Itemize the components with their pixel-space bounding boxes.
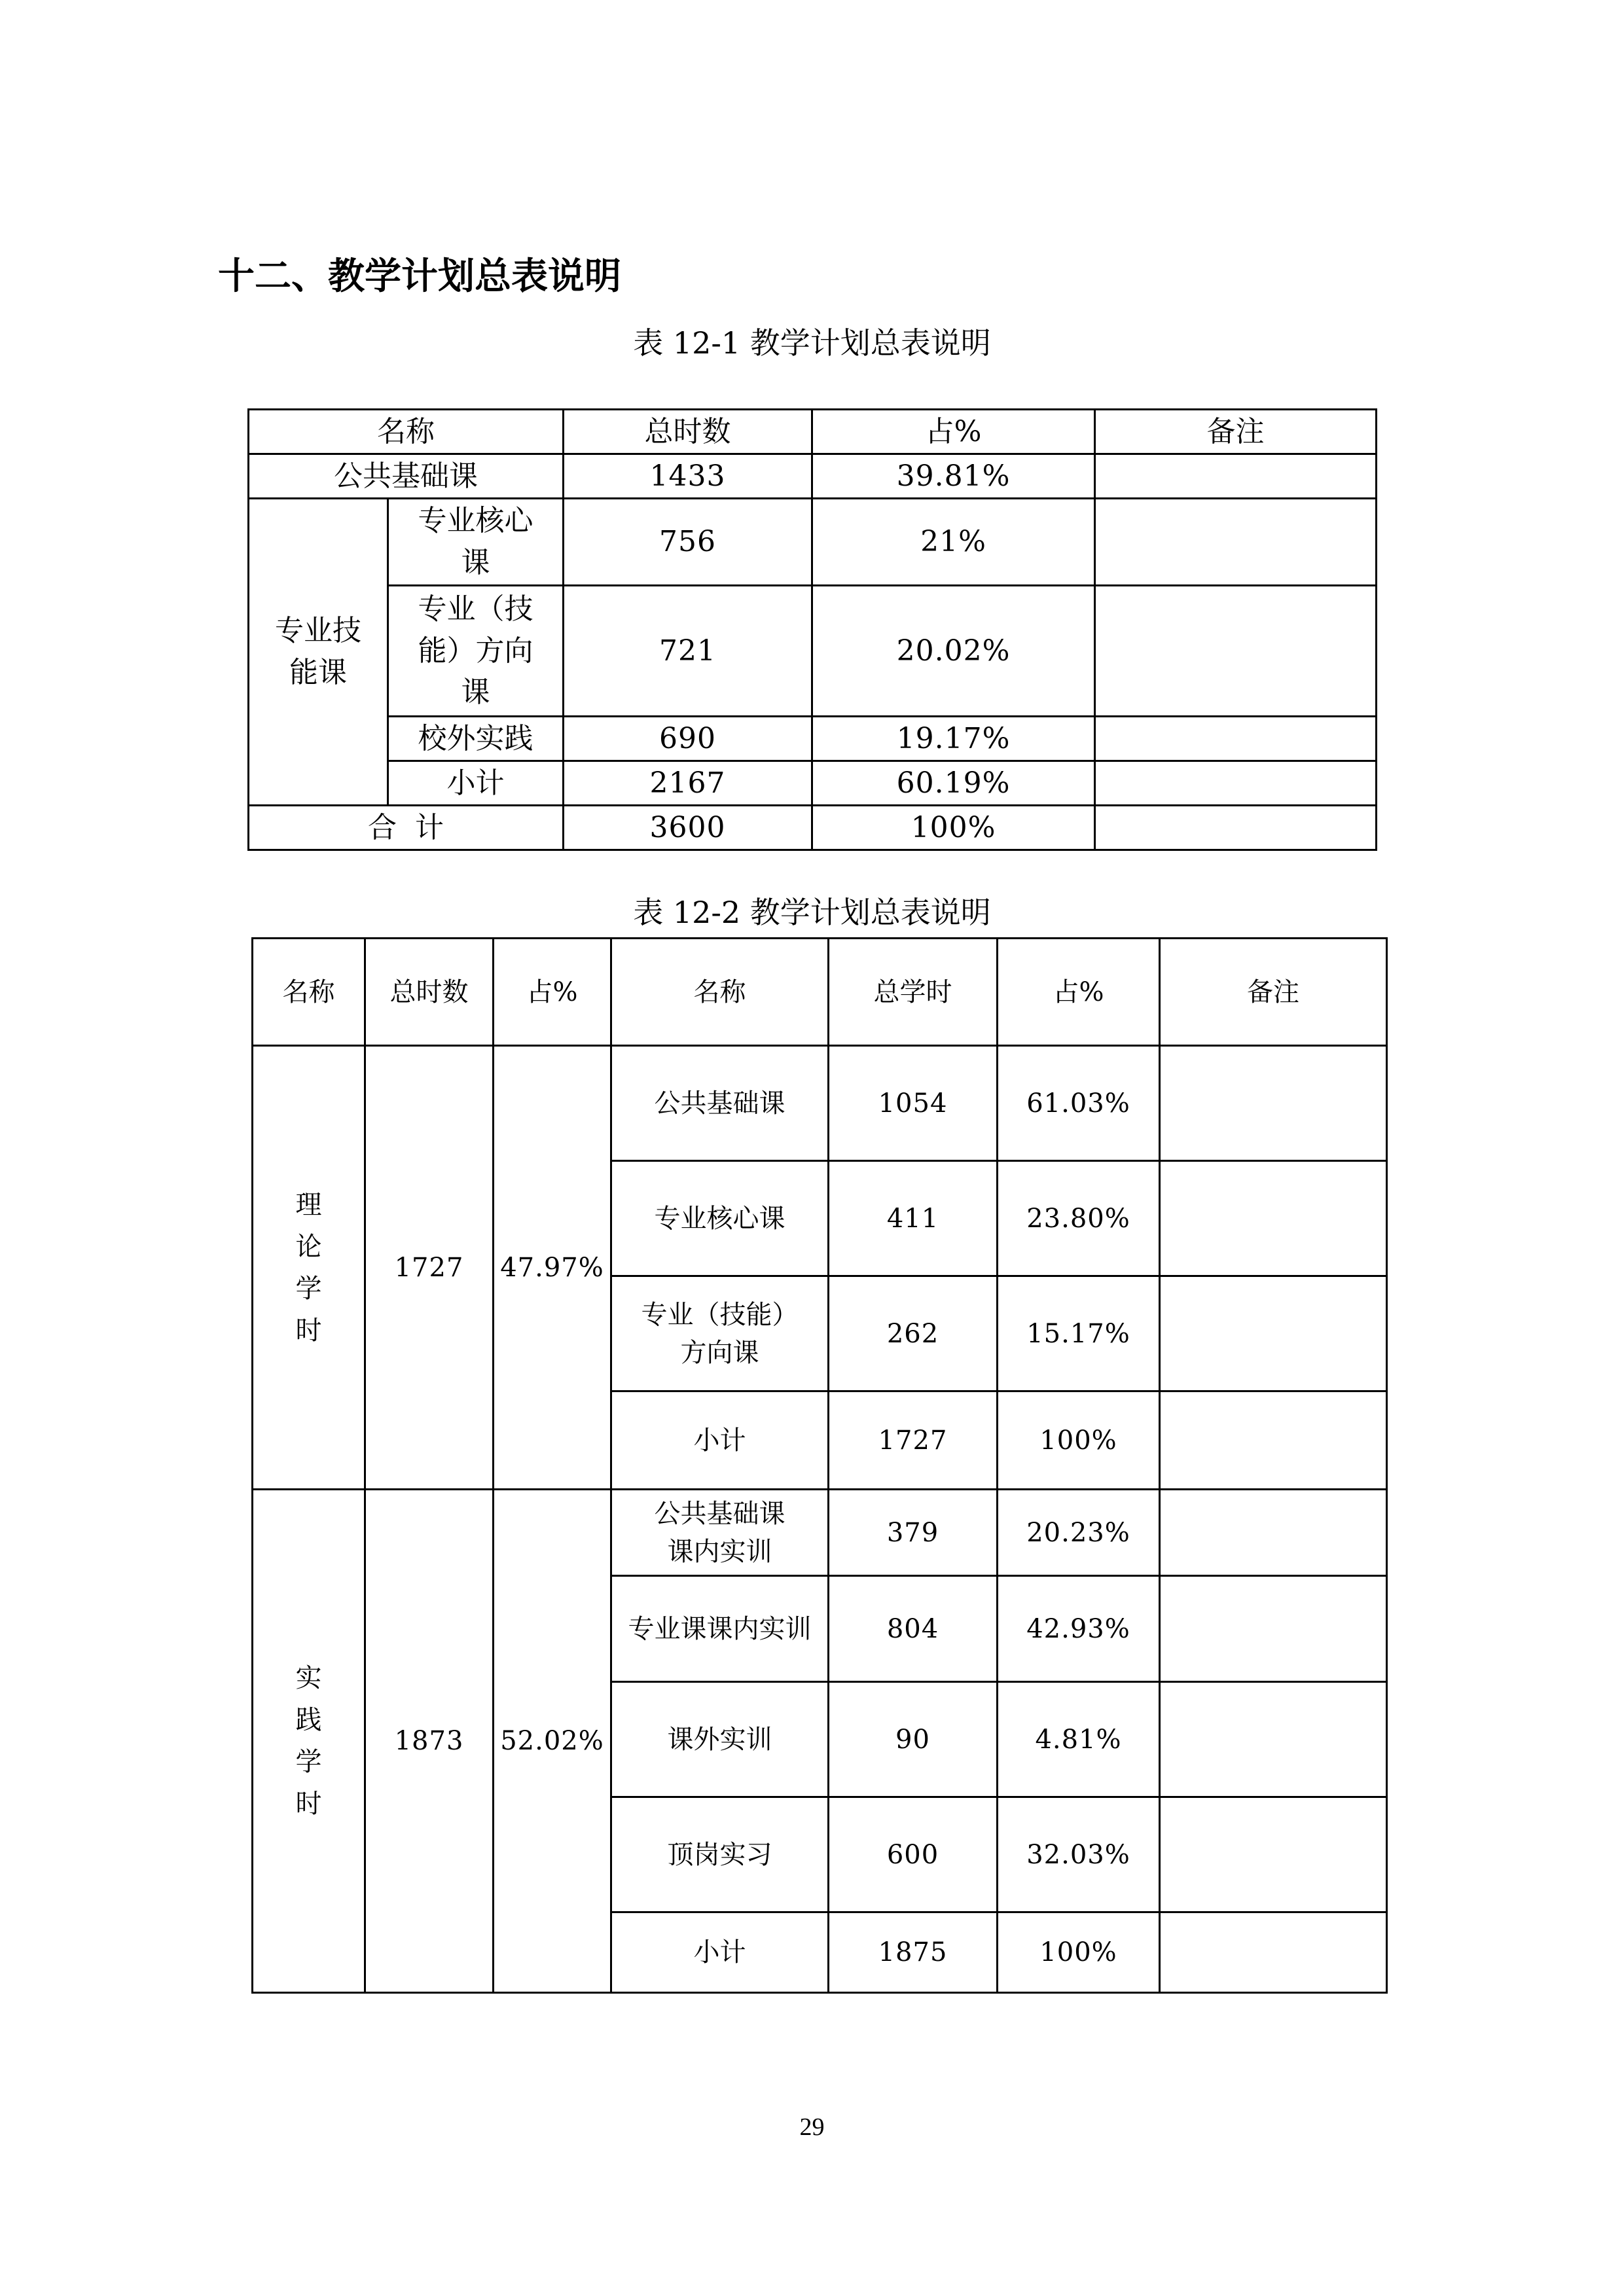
row-name: 小计 [388,761,564,806]
row-name: 专业（技能）方向课 [611,1276,829,1391]
row-name: 专业课课内实训 [611,1576,829,1682]
teaching-plan-summary-table-1 [247,408,1377,851]
practice-percent: 52.02% [494,1490,611,1993]
row-hours: 90 [829,1682,998,1797]
table-row [249,586,1377,717]
header-name: 名称 [249,410,564,454]
row-percent: 4.81% [998,1682,1160,1797]
table-total-row [249,806,1377,850]
row-note [1095,499,1377,586]
row-percent: 100% [998,1912,1160,1993]
row-hours: 379 [829,1490,998,1576]
row-percent: 100% [998,1391,1160,1490]
theory-hours-label: 理论学时 [253,1046,365,1490]
header-note: 备注 [1095,410,1377,454]
header-sub-hours: 总学时 [829,939,998,1046]
row-name: 专业（技能）方向课 [388,586,564,717]
header-sub-percent: 占% [998,939,1160,1046]
page-number: 29 [799,2113,825,2141]
row-note [1095,717,1377,761]
row-name: 顶岗实习 [611,1797,829,1912]
table-row [249,454,1377,499]
header-note: 备注 [1160,939,1387,1046]
row-hours: 1875 [829,1912,998,1993]
row-note [1160,1576,1387,1682]
row-percent: 21% [812,499,1095,586]
row-percent: 61.03% [998,1046,1160,1161]
row-name: 公共基础课 [249,454,564,499]
row-hours: 262 [829,1276,998,1391]
row-name: 公共基础课 [611,1046,829,1161]
row-note [1095,761,1377,806]
theory-percent: 47.97% [494,1046,611,1490]
table2-caption: 表 12-2 教学计划总表说明 [633,895,991,930]
header-total-hours: 总时数 [365,939,494,1046]
teaching-plan-summary-table-2 [251,937,1388,1994]
row-percent: 39.81% [812,454,1095,499]
row-note [1095,454,1377,499]
header-hours: 总时数 [564,410,812,454]
row-note [1160,1490,1387,1576]
row-name: 专业核心课 [611,1161,829,1276]
header-sub-name: 名称 [611,939,829,1046]
row-percent: 60.19% [812,761,1095,806]
row-hours: 1433 [564,454,812,499]
table-row [249,717,1377,761]
row-note [1160,1912,1387,1993]
row-name: 小计 [611,1391,829,1490]
row-hours: 411 [829,1161,998,1276]
row-percent: 32.03% [998,1797,1160,1912]
row-name: 公共基础课课内实训 [611,1490,829,1576]
total-hours: 3600 [564,806,812,850]
row-hours: 690 [564,717,812,761]
row-note [1160,1391,1387,1490]
header-percent: 占% [494,939,611,1046]
table-row [249,499,1377,586]
row-name: 课外实训 [611,1682,829,1797]
total-note [1095,806,1377,850]
row-percent: 42.93% [998,1576,1160,1682]
table-row [249,761,1377,806]
practice-total-hours: 1873 [365,1490,494,1993]
row-note [1095,586,1377,717]
row-name: 小计 [611,1912,829,1993]
row-hours: 804 [829,1576,998,1682]
row-hours: 721 [564,586,812,717]
row-note [1160,1161,1387,1276]
header-name: 名称 [253,939,365,1046]
total-percent: 100% [812,806,1095,850]
theory-total-hours: 1727 [365,1046,494,1490]
row-name: 校外实践 [388,717,564,761]
row-name: 专业核心课 [388,499,564,586]
row-note [1160,1682,1387,1797]
section-heading: 十二、教学计划总表说明 [218,255,621,298]
row-percent: 19.17% [812,717,1095,761]
row-hours: 600 [829,1797,998,1912]
table-row [253,1490,1387,1576]
table1-caption: 表 12-1 教学计划总表说明 [633,325,991,361]
row-hours: 1727 [829,1391,998,1490]
total-name: 合 计 [249,806,564,850]
row-note [1160,1046,1387,1161]
table-row [253,1046,1387,1161]
table-header-row [249,410,1377,454]
table-header-row [253,939,1387,1046]
row-note [1160,1797,1387,1912]
row-hours: 1054 [829,1046,998,1161]
row-percent: 20.02% [812,586,1095,717]
row-note [1160,1276,1387,1391]
practice-hours-label: 实践学时 [253,1490,365,1993]
group-name: 专业技能课 [249,499,388,806]
row-percent: 15.17% [998,1276,1160,1391]
row-percent: 23.80% [998,1161,1160,1276]
row-hours: 756 [564,499,812,586]
row-percent: 20.23% [998,1490,1160,1576]
row-hours: 2167 [564,761,812,806]
header-percent: 占% [812,410,1095,454]
